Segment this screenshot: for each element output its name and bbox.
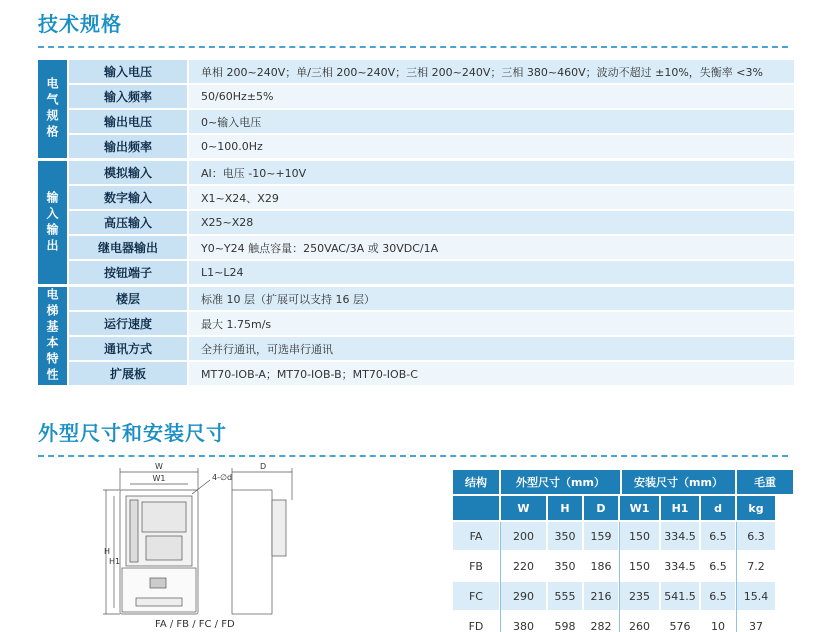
dim-subheader: kg [737,496,775,520]
spec-category: 输入输出 [38,161,67,284]
dim-row-label: FC [453,582,499,610]
dim-cell: 555 [548,582,582,610]
dim-cell: 10 [701,612,735,632]
spec-value: L1~L24 [189,261,794,284]
dim-cell: 598 [548,612,582,632]
section-title-specs: 技术规格 [38,12,122,36]
dim-cell: 150 [620,552,659,580]
dim-subheader: H1 [661,496,699,520]
spec-label: 输入电压 [69,60,187,83]
spec-value: 单相 200~240V；单/三相 200~240V；三相 200~240V；三相 380~460V；波动不超过 ±10%，失衡率 <3% [189,60,794,83]
spec-label: 继电器输出 [69,236,187,259]
dim-row-label: FA [453,522,499,550]
spec-value: Y0~Y24 触点容量：250VAC/3A 或 30VDC/1A [189,236,794,259]
label-h1: H1 [109,557,121,566]
dim-cell: 282 [584,612,618,632]
dim-cell: 6.3 [737,522,775,550]
dim-cell: 216 [584,582,618,610]
label-hole: 4-∅d [212,473,233,482]
spec-value: AI：电压 -10~+10V [189,161,794,184]
dim-row-label: FD [453,612,499,632]
dim-cell: 6.5 [701,552,735,580]
dim-subheader: D [584,496,618,520]
dim-subheader: d [701,496,735,520]
spec-value: 最大 1.75m/s [189,312,794,335]
spec-value: 50/60Hz±5% [189,85,794,108]
spec-label: 扩展板 [69,362,187,385]
section-divider [38,46,788,48]
dim-row-label: FB [453,552,499,580]
spec-category: 电梯基本特性 [38,287,67,385]
dim-cell: 541.5 [661,582,699,610]
spec-value: 0~100.0Hz [189,135,794,158]
dim-header-blank [453,496,499,520]
dim-cell: 6.5 [701,582,735,610]
dim-cell: 200 [501,522,546,550]
dim-cell: 159 [584,522,618,550]
label-w1: W1 [152,474,166,483]
dim-cell: 150 [620,522,659,550]
spec-label: 高压输入 [69,211,187,234]
dim-header: 毛重 [737,470,793,494]
dim-cell: 576 [661,612,699,632]
dim-cell: 235 [620,582,659,610]
spec-value: 全并行通讯，可选串行通讯 [189,337,794,360]
spec-label: 输入频率 [69,85,187,108]
label-h: H [104,547,111,556]
dim-cell: 350 [548,552,582,580]
dim-cell: 37 [737,612,775,632]
spec-label: 模拟输入 [69,161,187,184]
dimension-drawing [100,460,300,620]
spec-label: 楼层 [69,287,187,310]
column-divider [500,522,501,632]
spec-value: 0~输入电压 [189,110,794,133]
label-w: W [155,462,163,471]
section-divider [38,455,788,457]
spec-label: 输出频率 [69,135,187,158]
spec-value: MT70-IOB-A；MT70-IOB-B；MT70-IOB-C [189,362,794,385]
dim-header: 外型尺寸（mm） [501,470,620,494]
column-divider [736,522,737,632]
dim-header: 安装尺寸（mm） [622,470,735,494]
dim-cell: 186 [584,552,618,580]
spec-label: 数字输入 [69,186,187,209]
dim-cell: 380 [501,612,546,632]
dim-subheader: H [548,496,582,520]
spec-value: 标准 10 层（扩展可以支持 16 层） [189,287,794,310]
dim-cell: 334.5 [661,522,699,550]
dim-cell: 15.4 [737,582,775,610]
dim-cell: 260 [620,612,659,632]
dim-cell: 6.5 [701,522,735,550]
dim-cell: 334.5 [661,552,699,580]
dim-subheader: W1 [620,496,659,520]
dim-cell: 7.2 [737,552,775,580]
spec-value: X1~X24、X29 [189,186,794,209]
spec-label: 通讯方式 [69,337,187,360]
spec-value: X25~X28 [189,211,794,234]
drawing-caption: FA / FB / FC / FD [155,619,235,630]
column-divider [619,522,620,632]
section-title-dimensions: 外型尺寸和安装尺寸 [38,421,227,445]
dim-cell: 290 [501,582,546,610]
spec-label: 输出电压 [69,110,187,133]
label-d: D [260,462,267,471]
dim-cell: 350 [548,522,582,550]
dim-subheader: W [501,496,546,520]
dim-cell: 220 [501,552,546,580]
spec-label: 按钮端子 [69,261,187,284]
spec-category: 电气规格 [38,60,67,158]
spec-label: 运行速度 [69,312,187,335]
dim-header: 结构 [453,470,499,494]
